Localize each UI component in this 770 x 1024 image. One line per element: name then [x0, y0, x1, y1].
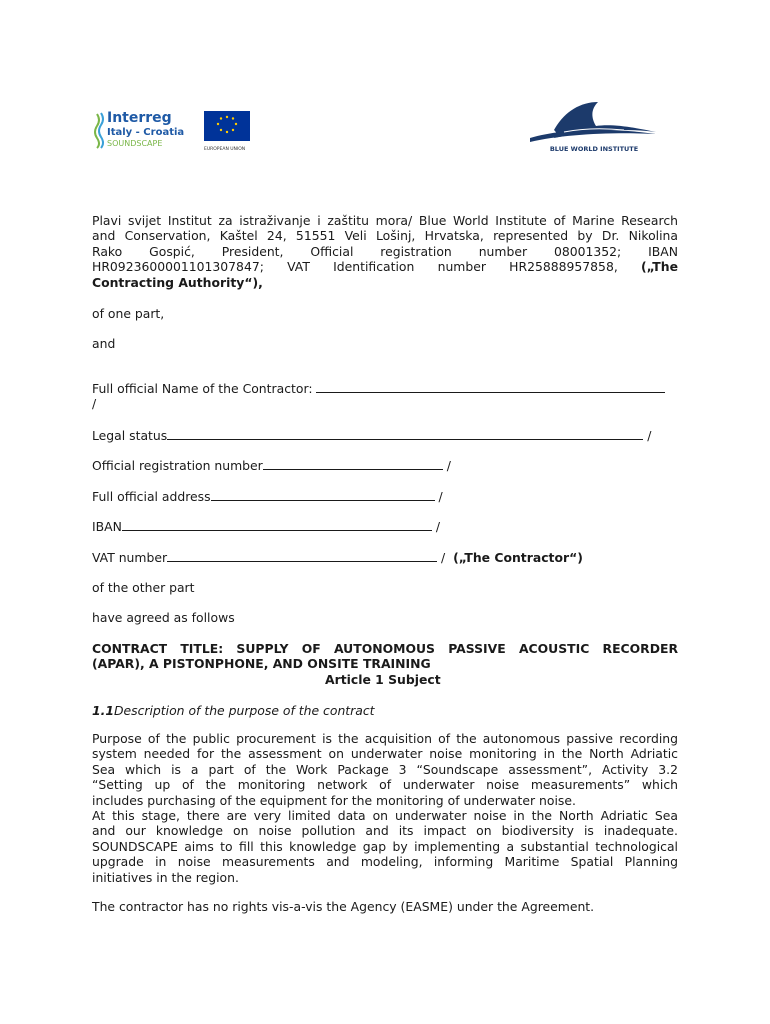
contractor-designation: („The Contractor“) [453, 550, 583, 565]
iban-blank[interactable] [122, 518, 432, 531]
intro-paragraph [92, 213, 678, 290]
intro-line: Plavi svijet Institut za istraživanje i zaštitu mora/ Blue World Institute of Marine Research [92, 213, 678, 228]
slash: / [92, 396, 97, 411]
agreed-text: have agreed as follows [92, 610, 235, 625]
intro-line: HR0923600001101307847; VAT Identification number HR25888957858, („The [92, 259, 678, 275]
contract-title-line: CONTRACT TITLE: SUPPLY OF AUTONOMOUS PASSIVE ACOUSTIC RECORDER [92, 641, 678, 656]
intro-line: and Conservation, Kaštel 24, 51551 Veli Lošinj, Hrvatska, represented by Dr. Nikolina [92, 228, 678, 244]
section-heading [92, 703, 678, 718]
legal-status-blank[interactable] [167, 427, 643, 440]
and-text: and [92, 336, 116, 351]
bwi-name: BLUE WORLD INSTITUTE [549, 145, 639, 153]
dolphin-fin-icon [530, 102, 656, 142]
section-number: 1.1 [92, 703, 114, 718]
contractor-name-field: Full official Name of the Contractor: [92, 380, 665, 396]
interreg-brand-text: Interreg [107, 110, 172, 126]
eu-flag-icon [204, 111, 250, 141]
address-blank[interactable] [211, 488, 435, 501]
intro-line: Contracting Authority“), [92, 274, 263, 290]
registration-blank[interactable] [263, 457, 443, 470]
contract-title [92, 641, 678, 672]
article-heading: Article 1 Subject [325, 672, 441, 687]
contract-title-line: (APAR), A PISTONPHONE, AND ONSITE TRAINING [92, 656, 431, 672]
interreg-wave-icon [95, 113, 103, 148]
interreg-program-text: Italy - Croatia [107, 127, 185, 138]
vat-blank[interactable] [167, 549, 437, 562]
intro-line: Rako Gospić, President, Official registration number 08001352; IBAN [92, 243, 678, 259]
legal-status-field: Legal status / [92, 428, 652, 443]
interreg-project-text: SOUNDSCAPE [107, 139, 163, 148]
address-field: Full official address / [92, 489, 443, 504]
contractor-name-blank[interactable] [316, 380, 665, 393]
eu-caption: EUROPEAN UNION [204, 147, 246, 152]
iban-field: IBAN / [92, 519, 441, 534]
interreg-logo [93, 108, 253, 152]
of-other-part: of the other part [92, 580, 195, 595]
purpose-paragraph: Purpose of the public procurement is the acquisition of the autonomous passive recording system needed for the assessment on underwater noise monitoring in the North Adriatic Sea which is a part of the Work Package 3 “Soundscape assessment”, Activity 3.2 “Setting up of the monitoring network of underwater noise measurements” which includes purchasing of the equipment for the monitoring of underwater noise. At this stage, there are very limited data on underwater noise in the North Adriatic Sea and our knowledge on noise pollution and its impact on biodiversity is inadequate. SOUNDSCAPE aims to fill this knowledge gap by implementing a substantial technological upgrade in noise measurements and modeling, informing Maritime Spatial Planning initiatives in the region. [92, 731, 678, 885]
agency-paragraph: The contractor has no rights vis-a-vis the Agency (EASME) under the Agreement. [92, 899, 595, 914]
blue-world-logo [524, 98, 664, 154]
registration-field: Official registration number / [92, 458, 451, 473]
section-title: Description of the purpose of the contract [113, 703, 375, 718]
vat-field: VAT number / („The Contractor“) [92, 550, 583, 565]
of-one-part: of one part, [92, 306, 165, 321]
